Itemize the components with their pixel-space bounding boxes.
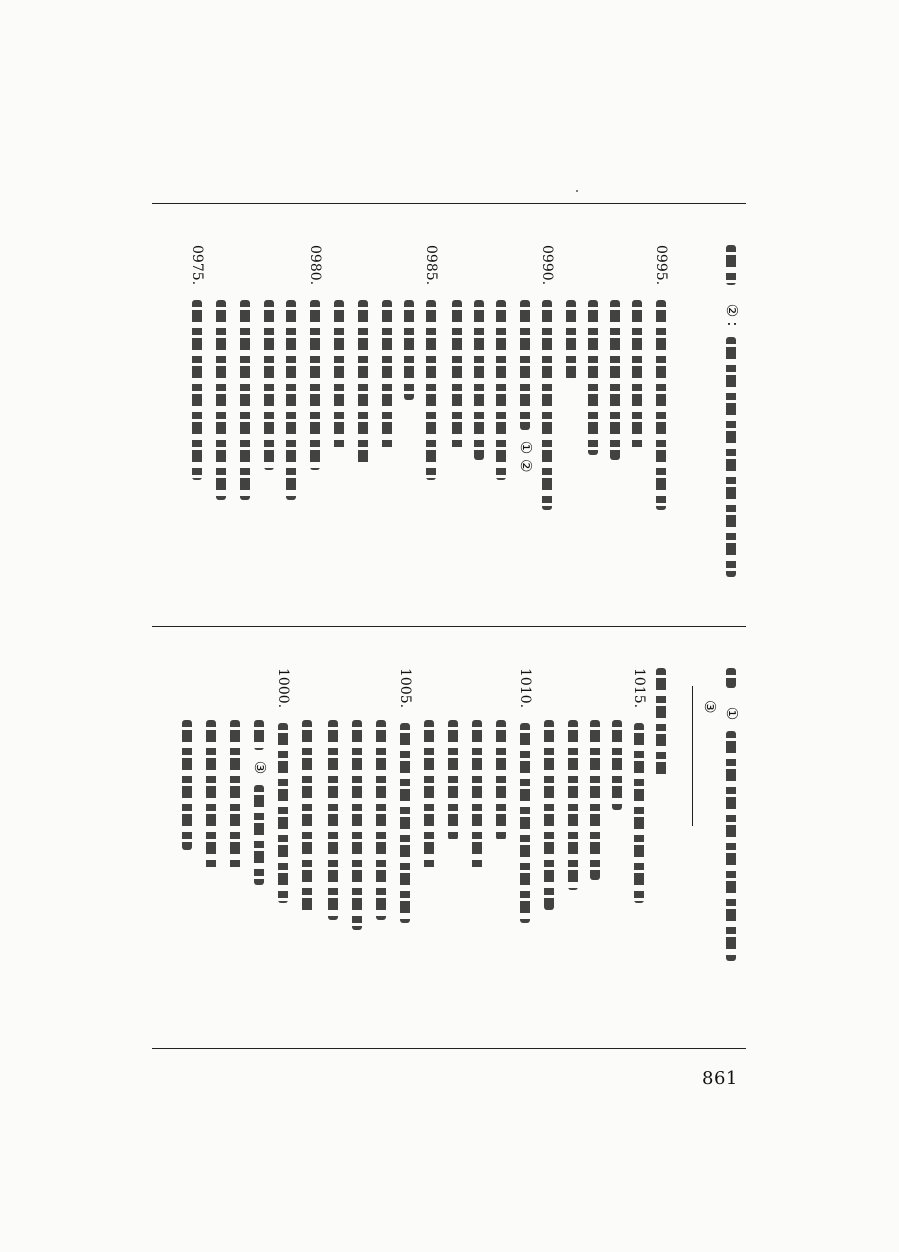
upper-line xyxy=(606,300,626,460)
lower-line xyxy=(608,720,628,810)
lower-line xyxy=(630,668,650,903)
upper-line xyxy=(282,300,302,500)
lower-line xyxy=(348,720,368,930)
footnote-mark: ③ xyxy=(251,760,269,775)
lower-line xyxy=(178,720,198,850)
middle-rule xyxy=(152,626,746,627)
line-number: 1015. xyxy=(631,668,647,709)
upper-line xyxy=(538,245,558,510)
upper-line xyxy=(306,245,326,470)
footnote-mark: ① xyxy=(723,706,741,721)
upper-footnote-column xyxy=(722,245,742,577)
lower-line xyxy=(274,668,294,903)
lower-footnote-column xyxy=(722,668,742,961)
line-number: 0995. xyxy=(653,245,669,286)
upper-line xyxy=(652,245,672,510)
lower-line xyxy=(324,720,344,920)
upper-line xyxy=(422,245,442,480)
upper-line xyxy=(354,300,374,465)
lower-line xyxy=(516,668,536,923)
line-number: 1010. xyxy=(517,668,533,709)
upper-line xyxy=(562,300,582,380)
upper-line xyxy=(470,300,490,460)
lower-line xyxy=(250,720,270,885)
line-number: 0990. xyxy=(539,245,555,286)
upper-line xyxy=(188,245,208,480)
upper-line xyxy=(260,300,280,470)
line-number: 0975. xyxy=(189,245,205,286)
lower-line xyxy=(586,720,606,880)
upper-line xyxy=(400,300,420,400)
upper-line xyxy=(330,300,350,450)
ink-speck xyxy=(576,190,578,192)
lower-line xyxy=(564,720,584,890)
lower-line xyxy=(298,720,318,915)
lower-line xyxy=(492,720,512,840)
page-number: 861 xyxy=(702,1068,738,1089)
upper-line xyxy=(516,300,536,478)
lower-line xyxy=(444,720,464,840)
lower-line xyxy=(226,720,246,870)
lower-footnote-column xyxy=(700,694,720,719)
footnote-mark: ① ② xyxy=(517,440,535,473)
line-number: 0980. xyxy=(307,245,323,286)
lower-line xyxy=(540,720,560,910)
lower-line xyxy=(420,720,440,870)
upper-line xyxy=(212,300,232,500)
upper-line xyxy=(378,300,398,450)
lower-line xyxy=(652,668,672,778)
upper-line xyxy=(628,300,648,450)
lower-line xyxy=(372,720,392,920)
footnote-mark: ② ∶ xyxy=(723,303,741,326)
upper-line xyxy=(492,300,512,480)
line-number: 0985. xyxy=(423,245,439,286)
line-number: 1005. xyxy=(397,668,413,709)
upper-line xyxy=(584,300,604,455)
lower-line xyxy=(202,720,222,870)
upper-line xyxy=(448,300,468,450)
lower-line xyxy=(396,668,416,923)
footnote-rule xyxy=(692,686,693,826)
top-rule xyxy=(152,203,746,204)
bottom-rule xyxy=(152,1048,746,1049)
footnote-mark: ③ xyxy=(701,700,719,714)
line-number: 1000. xyxy=(275,668,291,709)
upper-line xyxy=(236,300,256,500)
lower-line xyxy=(468,720,488,870)
